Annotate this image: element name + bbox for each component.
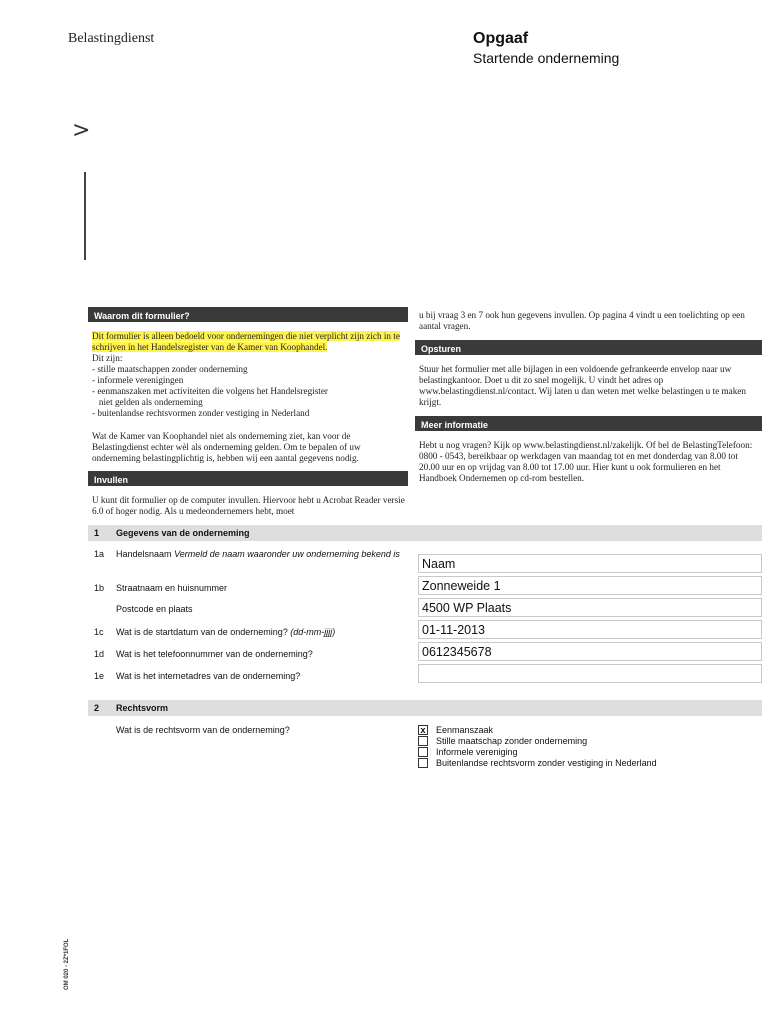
- waarom-item: - buitenlandse rechtsvormen zonder vestiging in Nederland: [92, 408, 310, 418]
- startdate-field[interactable]: 01-11-2013: [418, 620, 762, 639]
- website-field[interactable]: [418, 664, 762, 683]
- option-eenmanszaak[interactable]: [418, 725, 493, 736]
- section-number: 1: [94, 528, 100, 538]
- question-text: Straatnaam en huisnummer: [116, 583, 228, 593]
- question-text: Wat is de rechtsvorm van de onderneming?: [116, 725, 290, 735]
- waarom-item: - eenmanszaken met activiteiten die volgens het Handelsregister: [92, 386, 328, 396]
- checkbox-checked[interactable]: x: [418, 725, 428, 735]
- invullen-heading: Invullen: [88, 471, 408, 486]
- question-text: Wat is het telefoonnummer van de onderneming?: [116, 649, 313, 659]
- option-label: Informele vereniging: [436, 747, 518, 757]
- question-label: [116, 627, 406, 638]
- section-2-header: [88, 700, 762, 716]
- vertical-divider: [84, 172, 86, 260]
- question-hint: (dd-mm-jjjj): [290, 627, 336, 637]
- question-text: Postcode en plaats: [116, 604, 193, 614]
- question-text: Wat is de startdatum van de onderneming?: [116, 627, 288, 637]
- waarom-section: [92, 331, 408, 419]
- waarom-intro: Dit zijn:: [92, 353, 123, 363]
- document-title: Opgaaf: [473, 30, 529, 47]
- question-text: Handelsnaam: [116, 549, 172, 559]
- brand-name: Belastingdienst: [68, 31, 155, 46]
- checkbox[interactable]: [418, 747, 428, 757]
- question-number: 1b: [94, 583, 105, 593]
- chevron-right-icon: >: [72, 118, 91, 143]
- opsturen-text: Stuur het formulier met alle bijlagen in een voldoende gefrankeerde envelop naar uw belastingkantoor. Doet u dit zo snel mogelijk. U vindt het adres op www.belastingdienst.nl/contact. Wij laten u dan weten met welke belastingen u te maken krijgt.: [419, 364, 746, 407]
- checkbox[interactable]: [418, 736, 428, 746]
- waarom-heading: Waarom dit formulier?: [88, 307, 408, 322]
- phone-field[interactable]: 0612345678: [418, 642, 762, 661]
- waarom-extra-text: Wat de Kamer van Koophandel niet als onderneming ziet, kan voor de Belastingdienst echter wèl als onderneming gelden. Om te bepalen of uw onderneming belastingplichtig is, hebben wij een aantal gegevens nodig.: [92, 431, 361, 463]
- street-field[interactable]: Zonneweide 1: [418, 576, 762, 595]
- waarom-highlight: Dit formulier is alleen bedoeld voor ondernemingen die niet verplicht zijn zich in te schrijven in het Handelsregister van de Kamer van Koophandel.: [92, 331, 400, 352]
- postcode-field[interactable]: 4500 WP Plaats: [418, 598, 762, 617]
- question-number: 1c: [94, 627, 104, 637]
- opsturen-heading: Opsturen: [415, 340, 762, 355]
- question-label: [116, 549, 406, 560]
- invullen-text: U kunt dit formulier op de computer invullen. Hiervoor hebt u Acrobat Reader versie 6.0 of hoger nodig. Als u medeondernemers hebt, moet: [92, 495, 405, 516]
- section-title: Gegevens van de onderneming: [116, 528, 250, 538]
- option-label: Buitenlandse rechtsvorm zonder vestiging in Nederland: [436, 758, 657, 768]
- option-label: Eenmanszaak: [436, 725, 494, 735]
- question-number: 1a: [94, 549, 105, 559]
- checkbox[interactable]: [418, 758, 428, 768]
- waarom-item: - informele verenigingen: [92, 375, 184, 385]
- option-buitenlandse-rechtsvorm[interactable]: [418, 758, 657, 769]
- section-title: Rechtsvorm: [116, 703, 169, 713]
- option-stille-maatschap[interactable]: [418, 736, 587, 747]
- meer-informatie-text: Hebt u nog vragen? Kijk op www.belastingdienst.nl/zakelijk. Of bel de BelastingTelefoon: 0800 - 0543, bereikbaar op werkdagen van maandag tot en met donderdag van 8.00 tot 20.00 uur en op vrijdag van 8.00 tot 17.00 uur. Hier kunt u ook formulieren en het Handboek Ondernemen op cd-rom bestellen.: [419, 440, 753, 483]
- section-1-header: [88, 525, 762, 541]
- option-informele-vereniging[interactable]: [418, 747, 518, 758]
- section-number: 2: [94, 703, 100, 713]
- waarom-item: - stille maatschappen zonder onderneming: [92, 364, 248, 374]
- question-hint: Vermeld de naam waaronder uw onderneming bekend is: [174, 549, 400, 559]
- option-label: Stille maatschap zonder onderneming: [436, 736, 588, 746]
- continuation-text: u bij vraag 3 en 7 ook hun gegevens invullen. Op pagina 4 vindt u een toelichting op een aantal vragen.: [419, 310, 745, 331]
- question-number: 1d: [94, 649, 105, 659]
- waarom-item: niet gelden als onderneming: [92, 397, 203, 407]
- question-number: 1e: [94, 671, 105, 681]
- question-text: Wat is het internetadres van de onderneming?: [116, 671, 301, 681]
- handelsnaam-field[interactable]: Naam: [418, 554, 762, 573]
- document-subtitle: Startende onderneming: [473, 50, 620, 66]
- form-code: OM 020 - 2Z*1FOL: [64, 938, 70, 990]
- meer-informatie-heading: Meer informatie: [415, 416, 762, 431]
